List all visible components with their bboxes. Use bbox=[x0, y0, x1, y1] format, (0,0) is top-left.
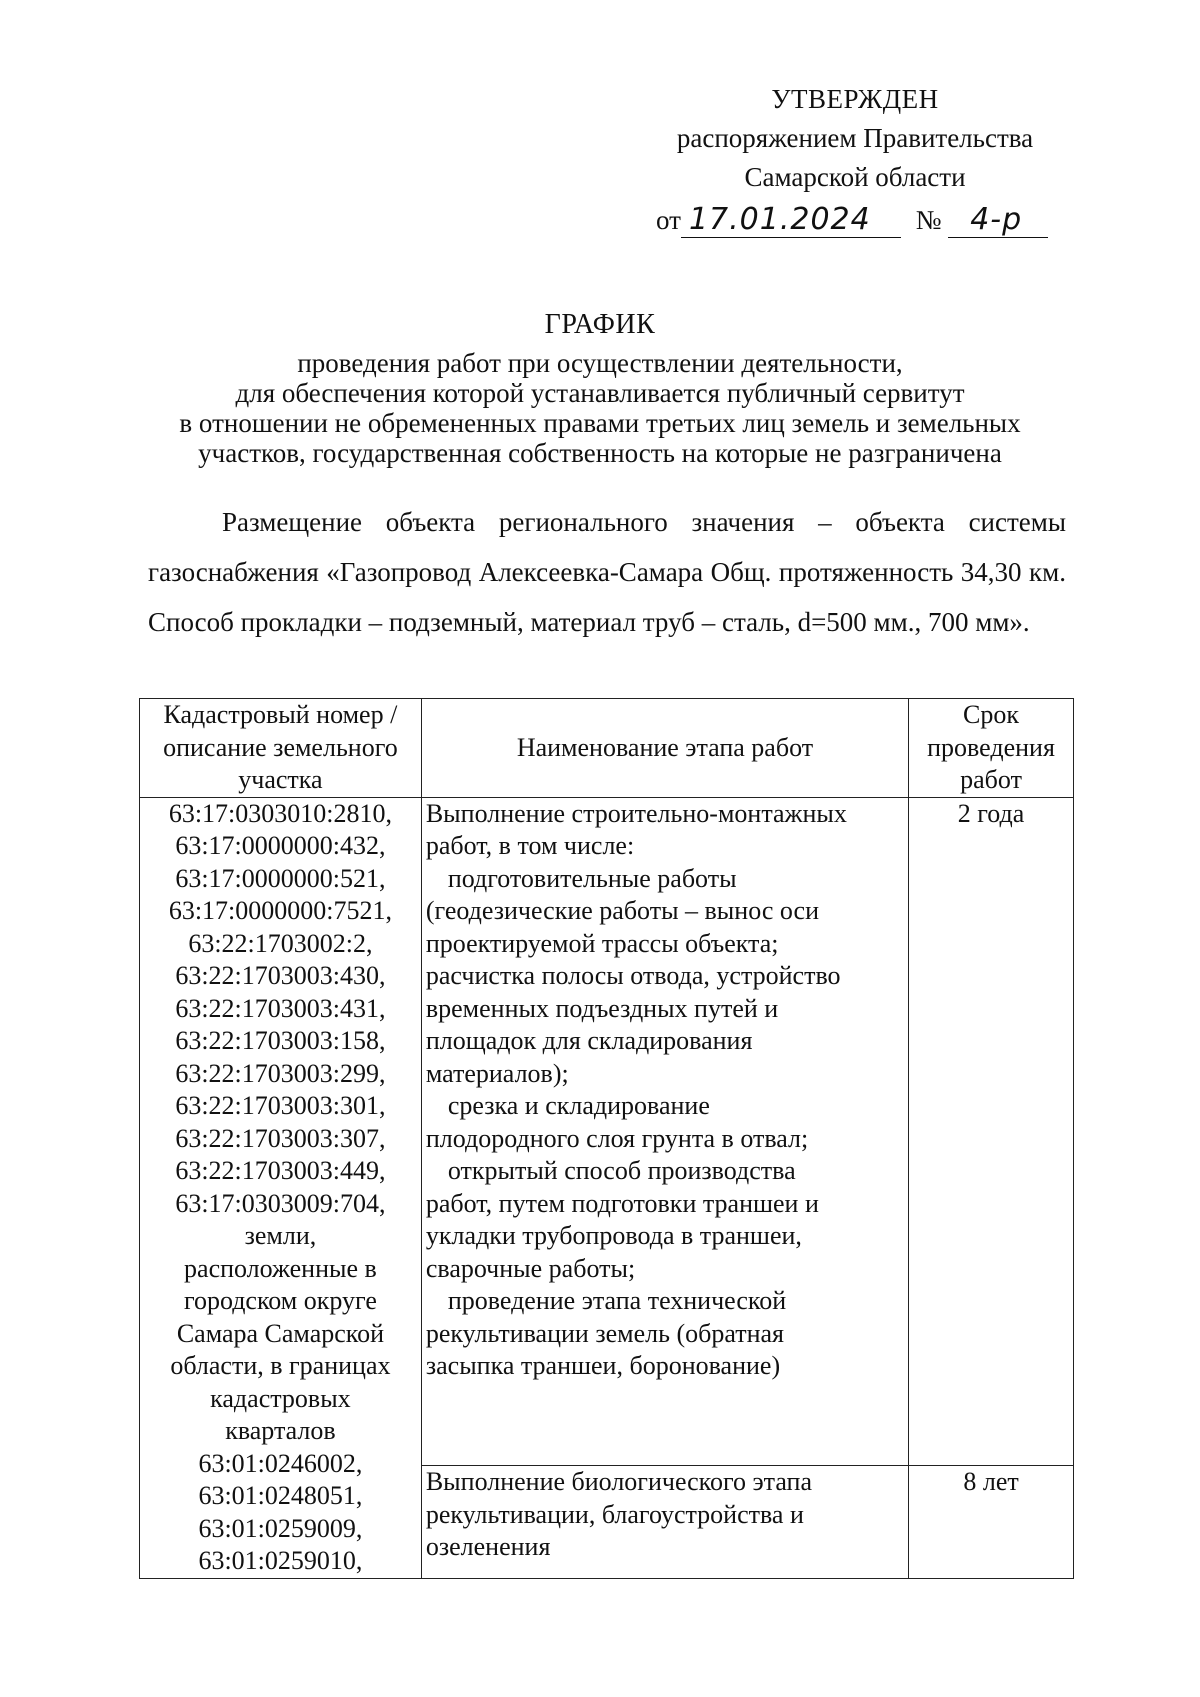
cadastral-entry: 63:17:0000000:7521, bbox=[168, 896, 392, 925]
title-line: для обеспечения которой устанавливается публичный сервитут bbox=[235, 378, 965, 408]
cadastral-entry: 63:17:0303010:2810, bbox=[168, 798, 392, 828]
table-header-row bbox=[140, 699, 1074, 798]
term-cell: 8 лет bbox=[909, 1466, 1074, 1578]
approval-authority: распоряжением Правительства bbox=[676, 123, 1034, 153]
approval-region: Самарской области bbox=[744, 162, 966, 192]
stage-line: проведение этапа технической bbox=[447, 1286, 787, 1315]
stage-cell bbox=[421, 797, 908, 1466]
cadastral-entry: земли, bbox=[244, 1221, 317, 1250]
stage-line: укладки трубопровода в траншеи, bbox=[425, 1221, 802, 1250]
cadastral-entry: 63:01:0248051, bbox=[198, 1481, 363, 1510]
cadastral-entry: кадастровых bbox=[210, 1383, 351, 1413]
number-sign: № bbox=[915, 205, 942, 235]
cadastral-entry: 63:01:0259009, bbox=[198, 1513, 363, 1543]
order-date: 17.01.2024 bbox=[681, 203, 901, 238]
stage-line: Выполнение биологического этапа bbox=[425, 1467, 812, 1497]
cadastral-entry: кварталов bbox=[225, 1416, 336, 1445]
stage-line: сварочные работы; bbox=[425, 1253, 636, 1283]
cadastral-entry: 63:22:1703003:430, bbox=[175, 961, 386, 990]
cadastral-entry: 63:22:1703003:301, bbox=[175, 1091, 386, 1120]
stage-line: работ, в том числе: bbox=[425, 831, 635, 860]
cadastral-entry: 63:01:0259010, bbox=[198, 1546, 363, 1575]
document-heading: ГРАФИК bbox=[544, 309, 656, 340]
stage-line: озеленения bbox=[425, 1532, 551, 1562]
stage-line: засыпка траншеи, боронование) bbox=[425, 1351, 781, 1380]
works-schedule-table bbox=[139, 698, 1074, 1579]
approval-block bbox=[640, 80, 1070, 197]
title-line: участков, государственная собственность на которые не разграничена bbox=[198, 438, 1002, 468]
stage-line: работ, путем подготовки траншеи и bbox=[425, 1188, 819, 1218]
stage-line: срезка и складирование bbox=[447, 1091, 710, 1120]
header-stage: Наименование этапа работ bbox=[421, 699, 908, 798]
stage-line: площадок для складирования bbox=[425, 1026, 753, 1055]
title-line: проведения работ при осуществлении деятельности, bbox=[297, 348, 903, 378]
cadastral-entry: 63:22:1703003:299, bbox=[175, 1058, 386, 1088]
cadastral-entry: 63:22:1703003:307, bbox=[175, 1123, 386, 1153]
cadastral-entry: 63:17:0000000:432, bbox=[175, 831, 386, 860]
title-line: в отношении не обремененных правами третьих лиц земель и земельных bbox=[179, 408, 1021, 438]
stage-line: временных подъездных путей и bbox=[425, 993, 779, 1023]
stage-line: открытый способ производства bbox=[447, 1156, 796, 1185]
stage-line: материалов); bbox=[425, 1058, 569, 1088]
term-cell: 2 года bbox=[909, 797, 1074, 1466]
stage-line: (геодезические работы – вынос оси bbox=[425, 896, 819, 925]
cadastral-entry: 63:01:0246002, bbox=[198, 1448, 363, 1478]
stage-cell bbox=[421, 1466, 908, 1578]
header-term: Срок проведения работ bbox=[909, 699, 1074, 798]
header-cadastral: Кадастровый номер / описание земельного участка bbox=[140, 699, 422, 798]
stage-line: рекультивации земель (обратная bbox=[425, 1318, 785, 1348]
cadastral-entry: 63:22:1703003:158, bbox=[175, 1026, 386, 1055]
document-title bbox=[0, 310, 1200, 468]
table-row bbox=[140, 797, 1074, 1466]
stage-line: плодородного слоя грунта в отвал; bbox=[425, 1123, 809, 1153]
stage-line: Выполнение строительно-монтажных bbox=[425, 798, 847, 828]
order-number: 4-р bbox=[948, 203, 1048, 238]
order-date-number bbox=[656, 203, 1048, 238]
stage-line: расчистка полосы отвода, устройство bbox=[425, 961, 841, 990]
date-prefix: от bbox=[656, 205, 681, 235]
cadastral-entry: городском округе bbox=[183, 1286, 377, 1315]
stage-line: рекультивации, благоустройства и bbox=[425, 1499, 804, 1529]
cadastral-entry: 63:22:1703003:431, bbox=[175, 993, 386, 1023]
cadastral-entry: 63:22:1703002:2, bbox=[188, 928, 373, 958]
cadastral-entry: области, в границах bbox=[170, 1351, 391, 1380]
cadastral-entry: Самара Самарской bbox=[176, 1318, 385, 1348]
intro-paragraph: Размещение объекта регионального значения – объекта системы газоснабжения «Газопровод Алексеевка-Самара Общ. протяженность 34,30 км. Способ прокладки – подземный, материал труб – сталь, d=500 мм., 700 мм». bbox=[148, 507, 1066, 637]
approval-stamp-title: УТВЕРЖДЕН bbox=[771, 84, 939, 114]
stage-line: проектируемой трассы объекта; bbox=[425, 928, 779, 958]
cadastral-entry: 63:22:1703003:449, bbox=[175, 1156, 386, 1185]
cadastral-entry: 63:17:0303009:704, bbox=[175, 1188, 386, 1218]
cadastral-entry: расположенные в bbox=[184, 1253, 377, 1283]
cadastral-entry: 63:17:0000000:521, bbox=[175, 863, 386, 893]
cadastral-cell bbox=[140, 797, 422, 1578]
stage-line: подготовительные работы bbox=[447, 863, 737, 893]
